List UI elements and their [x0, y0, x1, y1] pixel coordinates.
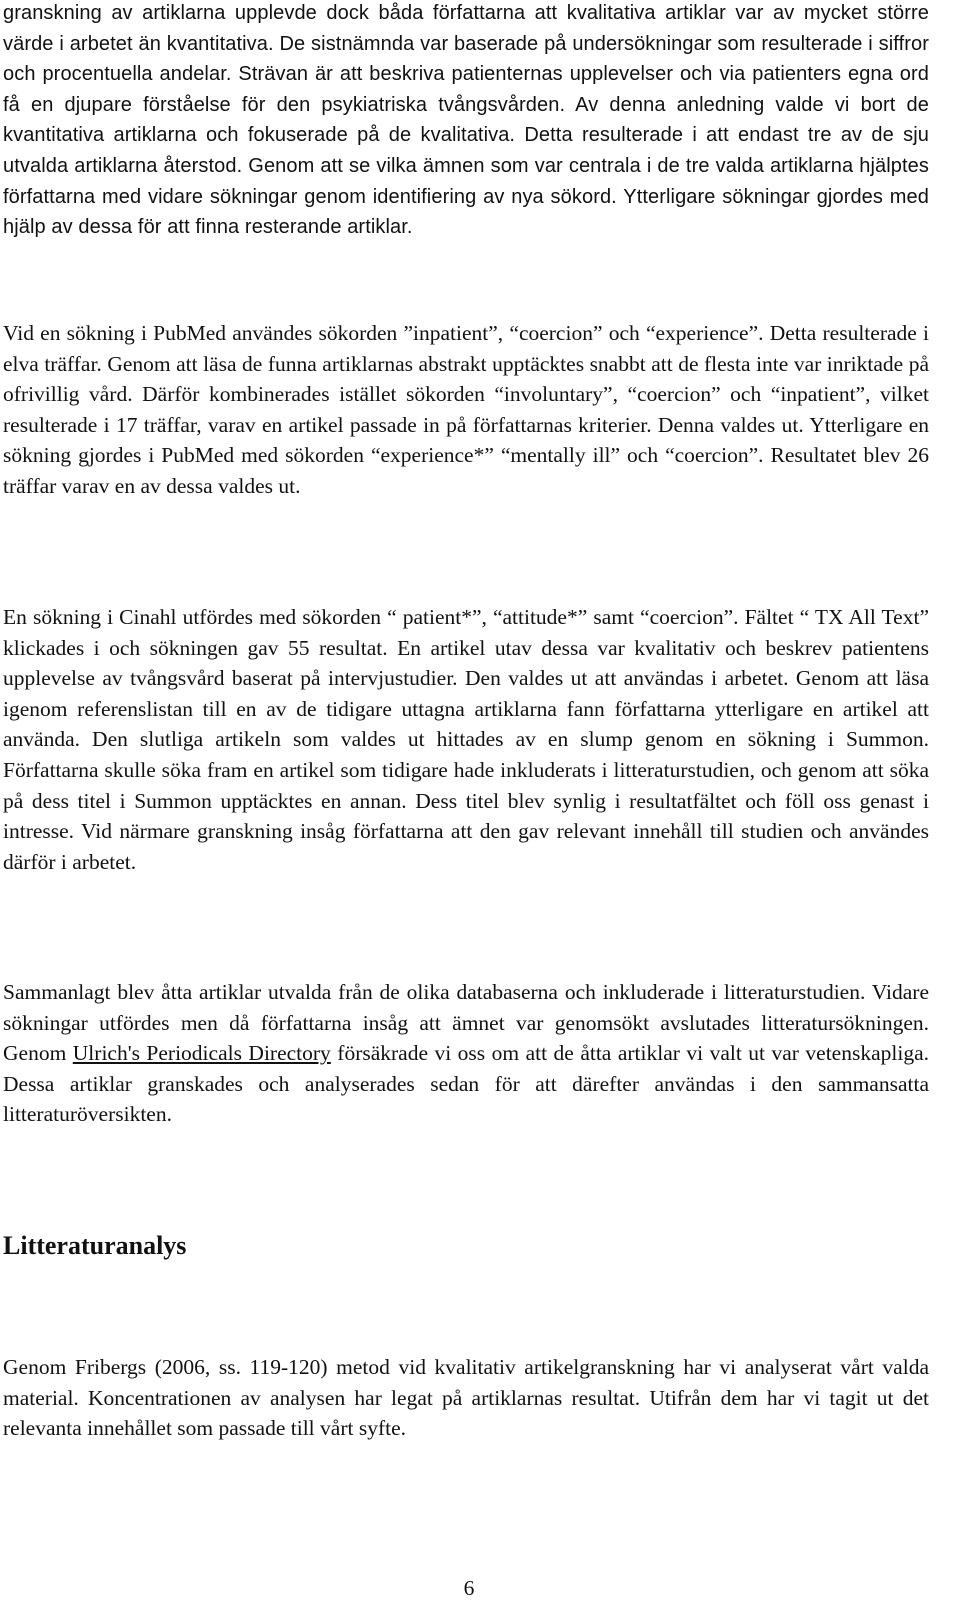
body-paragraph-5: Genom Fribergs (2006, ss. 119-120) metod vid kvalitativ artikelgranskning har vi analyserat vårt valda material. Koncentrationen av analysen har legat på artiklarnas resultat. Utifrån dem har vi tagit ut det relevanta innehållet som passade till vårt syfte.: [3, 1355, 929, 1441]
paragraph-4-text-before-link: Sammanlagt blev åtta artiklar utvalda från de olika databaserna och inkluderade i litteraturstudien. Vidare sökningar utfördes men då författarna insåg att ämnet var genomsökt avslutades litteratursökningen. Genom: [3, 980, 929, 1066]
section-heading: Litteraturanalys: [3, 1231, 187, 1260]
body-paragraph-2: Vid en sökning i PubMed användes sökorden ”inpatient”, “coercion” och “experience”. Detta resulterade i elva träffar. Genom att läsa de funna artiklarnas abstrakt upptäcktes snabbt att de flesta inte var inriktade på ofrivillig vård. Därför kombinerades istället sökorden “involuntary”, “coercion” och “inpatient”, vilket resulterade i 17 träffar, varav en artikel passade in på författarnas kriterier. Denna valdes ut. Ytterligare en sökning gjordes i PubMed med sökorden “experience*” “mentally ill” och “coercion”. Resultatet blev 26 träffar varav en av dessa valdes ut.: [3, 321, 929, 498]
body-paragraph-1: granskning av artiklarna upplevde dock båda författarna att kvalitativa artiklar var av mycket större värde i arbetet än kvantitativa. De sistnämnda var baserade på undersökningar som resulterade i siffror och procentuella andelar. Strävan är att beskriva patienternas upplevelser och via patienters egna ord få en djupare förståelse för den psykiatriska tvångsvården. Av denna anledning valde vi bort de kvantitativa artiklarna och fokuserade på de kvalitativa. Detta resulterade i att endast tre av de sju utvalda artiklarna återstod. Genom att se vilka ämnen som var centrala i de tre valda artiklarna hjälptes författarna med vidare sökningar genom identifiering av nya sökord. Ytterligare sökningar gjordes med hjälp av dessa för att finna resterande artiklar.: [3, 2, 929, 239]
body-paragraph-4: [3, 977, 929, 1130]
page-number: 6: [463, 1576, 475, 1600]
paragraph-4-text-after-link: försäkrade vi oss om att de åtta artiklar vi valt ut var vetenskapliga. Dessa artiklar granskades och analyserades sedan för att därefter användas i den sammansatta litteraturöversikten.: [3, 1041, 929, 1127]
ulrichs-periodicals-directory-link[interactable]: Ulrich's Periodicals Directory: [72, 1041, 331, 1066]
body-paragraph-3: En sökning i Cinahl utfördes med sökorden “ patient*”, “attitude*” samt “coercion”. Fältet “ TX All Text” klickades i och sökningen gav 55 resultat. En artikel utav dessa var kvalitativ och beskrev patientens upplevelse av tvångsvård baserat på intervjustudier. Den valdes ut att användas i arbetet. Genom att läsa igenom referenslistan till en av de tidigare uttagna artiklarna fann författarna ytterligare en artikel att använda. Den slutliga artikeln som valdes ut hittades av en slump genom en sökning i Summon. Författarna skulle söka fram en artikel som tidigare hade inkluderats i litteraturstudien, och genom att söka på dess titel i Summon upptäcktes en annan. Dess titel blev synlig i resultatfältet och föll oss genast i intresse. Vid närmare granskning insåg författarna att den gav relevant innehåll till studien och användes därför i arbetet.: [3, 605, 929, 874]
